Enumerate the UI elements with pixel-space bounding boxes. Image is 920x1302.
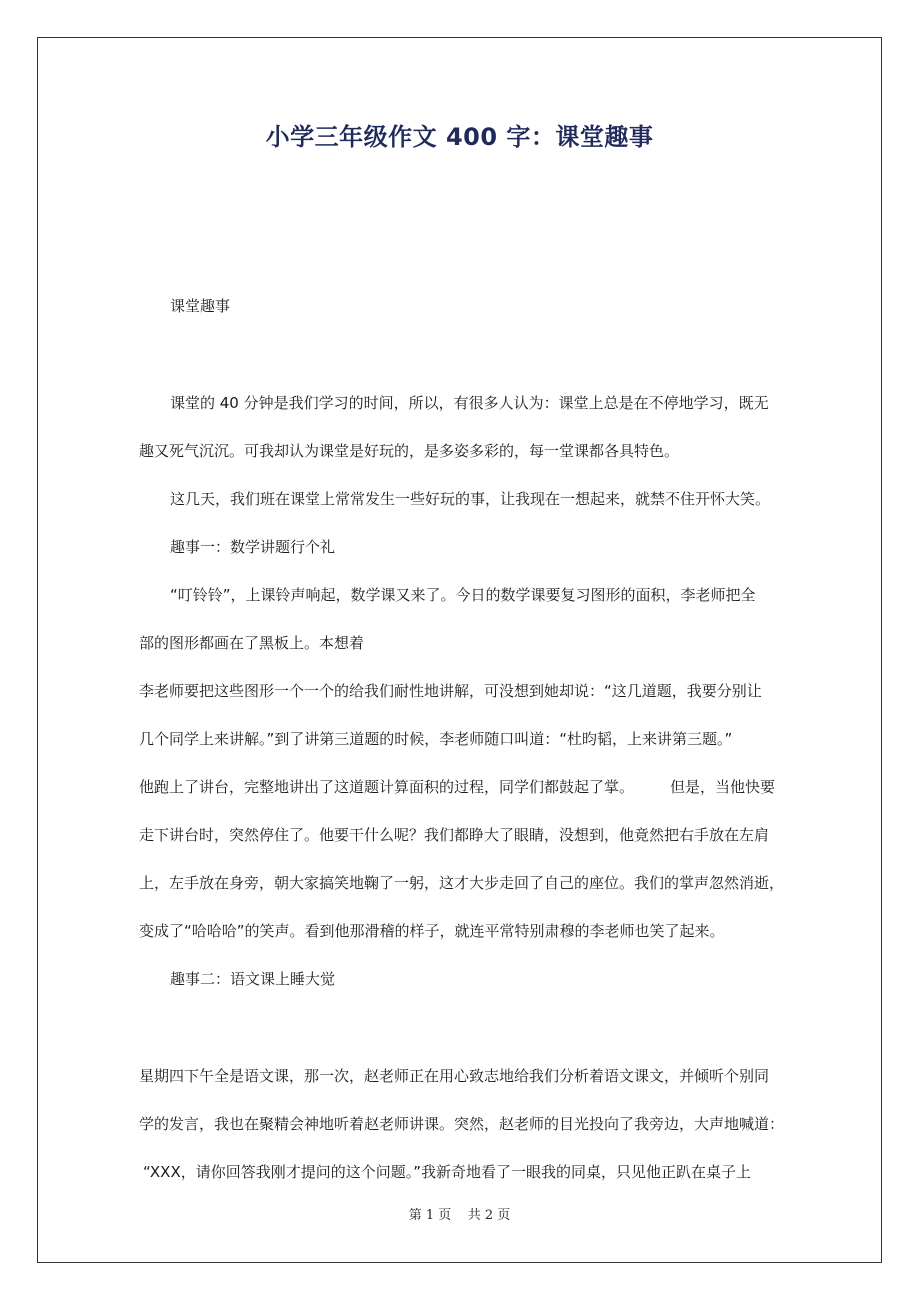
paragraph-line: 这几天，我们班在课堂上常常发生一些好玩的事，让我现在一想起来，就禁不住开怀大笑。 (170, 490, 771, 508)
paragraph-line: 李老师要把这些图形一个一个的给我们耐性地讲解，可没想到她却说：“这几道题，我要分别让 (139, 682, 762, 700)
paragraph-line-part: 但是，当他快要 (670, 778, 776, 796)
paragraph-line (139, 776, 775, 798)
paragraph-line: 几个同学上来讲解。”到了讲第三道题的时候，李老师随口叫道：“杜昀韬，上来讲第三题。” (139, 730, 733, 748)
paragraph-line: “叮铃铃”，上课铃声响起，数学课又来了。今日的数学课要复习图形的面积，李老师把全 (170, 586, 756, 604)
subtitle-line: 课堂趣事 (170, 297, 231, 315)
section-heading: 趣事一：数学讲题行个礼 (170, 538, 336, 556)
paragraph-line: “XXX，请你回答我刚才提问的这个问题。”我新奇地看了一眼我的同桌，只见他正趴在桌子上 (143, 1163, 751, 1181)
paragraph-line: 趣又死气沉沉。可我却认为课堂是好玩的，是多姿多彩的，每一堂课都各具特色。 (139, 442, 680, 460)
page-number: 第 1 页 共 2 页 (408, 1208, 511, 1223)
paragraph-line-part: 他跑上了讲台，完整地讲出了这道题计算面积的过程，同学们都鼓起了掌。 (139, 778, 635, 796)
paragraph-line: 课堂的 40 分钟是我们学习的时间，所以，有很多人认为：课堂上总是在不停地学习，既无 (170, 394, 769, 412)
document-title: 小学三年级作文 400 字：课堂趣事 (265, 123, 654, 151)
paragraph-line: 走下讲台时，突然停住了。他要干什么呢？我们都睁大了眼睛，没想到，他竟然把右手放在左肩 (139, 826, 770, 844)
section-heading: 趣事二：语文课上睡大觉 (170, 970, 336, 988)
paragraph-line: 星期四下午全是语文课，那一次，赵老师正在用心致志地给我们分析着语文课文，并倾听个别同 (139, 1067, 770, 1085)
paragraph-line: 变成了“哈哈哈”的笑声。看到他那滑稽的样子，就连平常特别肃穆的李老师也笑了起来。 (139, 922, 725, 940)
paragraph-line: 上，左手放在身旁，朝大家搞笑地鞠了一躬，这才大步走回了自己的座位。我们的掌声忽然消逝， (139, 874, 785, 892)
paragraph-line: 学的发言，我也在聚精会神地听着赵老师讲课。突然，赵老师的目光投向了我旁边，大声地喊道： (139, 1115, 785, 1133)
paragraph-line: 部的图形都画在了黑板上。本想着 (139, 634, 365, 652)
